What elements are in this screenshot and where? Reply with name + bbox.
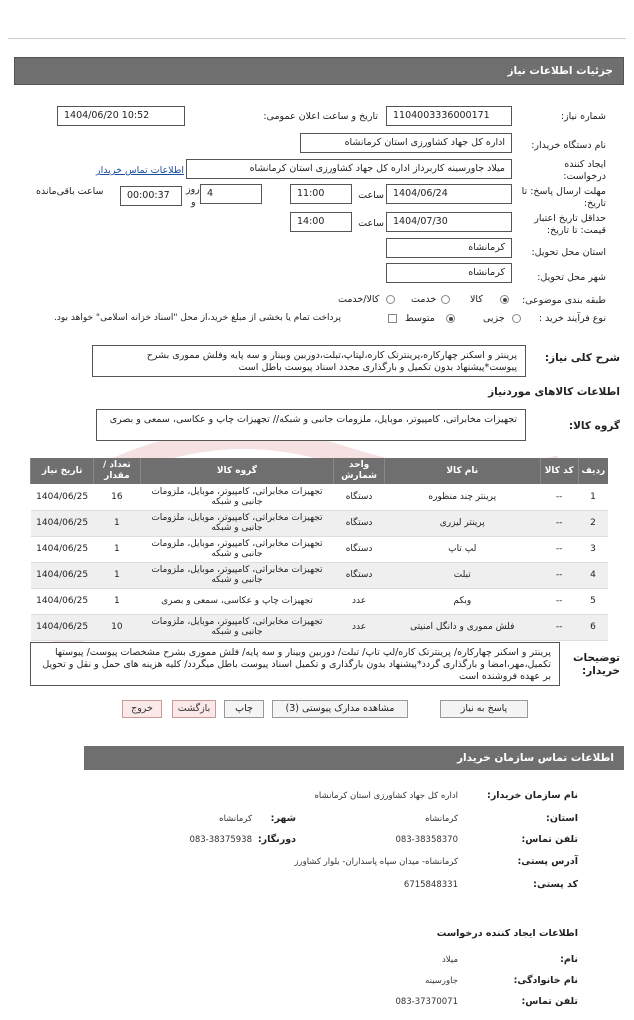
contact-postal-value: 6715848331	[403, 880, 458, 890]
contact-province-label: استان:	[546, 813, 578, 824]
table-cell-idx: 2	[578, 510, 608, 536]
process-radio-minor[interactable]	[512, 314, 521, 323]
table-cell-unit: دستگاه	[334, 562, 385, 588]
category-radio-goods[interactable]	[500, 295, 509, 304]
buyer-contact-link[interactable]: اطلاعات تماس خریدار	[96, 165, 185, 176]
days-label: روز	[186, 184, 200, 195]
table-cell-idx: 3	[578, 536, 608, 562]
table-cell-name: پرینتر چند منظوره	[384, 484, 540, 510]
and-label: و	[191, 197, 196, 208]
table-cell-name: پرینتر لیزری	[384, 510, 540, 536]
creator-name-value: میلاد	[442, 955, 458, 965]
contact-fax-value: 083-38375938	[189, 835, 252, 845]
creator-family-value: جاورسینه	[425, 976, 458, 986]
days-field: 4	[200, 184, 262, 204]
table-row	[31, 536, 609, 562]
contact-province-value: کرمانشاه	[425, 814, 458, 824]
creator-family-label: نام خانوادگی:	[513, 975, 578, 986]
table-cell-group: تجهیزات چاپ و عکاسی، سمعی و بصری	[140, 588, 334, 614]
table-cell-name: تبلت	[384, 562, 540, 588]
contact-phone-label: تلفن تماس:	[521, 834, 578, 845]
validity-label-2: قیمت: تا تاریخ:	[546, 225, 606, 236]
col-code: کد کالا	[540, 458, 578, 484]
table-header-row	[31, 458, 609, 484]
creator-phone-value: 083-37370071	[395, 997, 458, 1007]
col-qty: تعداد / مقدار	[94, 458, 140, 484]
need-number-label: شماره نیاز:	[560, 111, 606, 122]
process-label: نوع فرآیند خرید :	[538, 313, 606, 324]
table-cell-qty: 10	[94, 614, 140, 640]
print-button[interactable]: چاپ	[224, 700, 264, 718]
province-label: استان محل تحویل:	[531, 247, 606, 258]
contact-city-label: شهر:	[270, 813, 296, 824]
contact-address-label: آدرس پستی:	[517, 856, 578, 867]
table-cell-date: 1404/06/25	[31, 562, 94, 588]
table-cell-idx: 5	[578, 588, 608, 614]
creator-section-title: اطلاعات ایجاد کننده درخواست	[436, 928, 578, 939]
creator-phone-label: تلفن تماس:	[521, 996, 578, 1007]
validity-time-field: 14:00	[290, 212, 352, 232]
goods-group-label: گروه کالا:	[568, 420, 620, 432]
remaining-label: ساعت باقی‌مانده	[36, 186, 104, 197]
exit-button[interactable]: خروج	[122, 700, 162, 718]
buyer-label: نام دستگاه خریدار:	[531, 140, 606, 151]
process-option-medium: متوسط	[405, 313, 435, 324]
table-row	[31, 484, 609, 510]
creator-label-2: درخواست:	[563, 171, 606, 182]
table-cell-qty: 1	[94, 510, 140, 536]
category-option-service: خدمت	[411, 294, 437, 305]
category-label: طبقه بندی موضوعی:	[521, 295, 606, 306]
goods-table	[30, 458, 608, 641]
city-field: کرمانشاه	[386, 263, 512, 283]
table-cell-code: --	[540, 510, 578, 536]
city-label: شهر محل تحویل:	[537, 272, 606, 283]
contact-fax-label: دورنگار:	[257, 834, 296, 845]
col-group: گروه کالا	[140, 458, 334, 484]
buyer-notes-label-2: خریدار:	[582, 665, 620, 677]
col-date: تاریخ نیاز	[31, 458, 94, 484]
table-cell-qty: 1	[94, 536, 140, 562]
table-cell-date: 1404/06/25	[31, 614, 94, 640]
contact-phone-value: 083-38358370	[395, 835, 458, 845]
table-cell-group: تجهیزات مخابراتی، کامپیوتر، موبایل، ملزومات جانبی و شبکه	[140, 614, 334, 640]
attachments-button[interactable]: مشاهده مدارک پیوستی (3)	[272, 700, 408, 718]
table-cell-group: تجهیزات مخابراتی، کامپیوتر، موبایل، ملزومات جانبی و شبکه	[140, 510, 334, 536]
validity-label-1: حداقل تاریخ اعتبار	[534, 213, 606, 224]
contact-org-label: نام سازمان خریدار:	[487, 790, 578, 801]
top-divider	[8, 38, 626, 39]
deadline-date-field: 1404/06/24	[386, 184, 512, 204]
summary-label: شرح کلی نیاز:	[544, 352, 620, 364]
table-cell-idx: 4	[578, 562, 608, 588]
table-cell-group: تجهیزات مخابراتی، کامپیوتر، موبایل، ملزومات جانبی و شبکه	[140, 484, 334, 510]
process-option-minor: جزیی	[483, 313, 505, 324]
goods-title: اطلاعات کالاهای موردنیاز	[488, 386, 620, 398]
table-cell-date: 1404/06/25	[31, 588, 94, 614]
table-row	[31, 588, 609, 614]
contact-org-value: اداره کل جهاد کشاورزی استان کرمانشاه	[314, 791, 458, 801]
buyer-notes-label-1: توضیحات	[572, 652, 620, 664]
deadline-time-label: ساعت	[358, 190, 384, 201]
table-cell-date: 1404/06/25	[31, 536, 94, 562]
buyer-field: اداره کل جهاد کشاورزی استان کرمانشاه	[300, 133, 512, 153]
category-option-goods: کالا	[470, 294, 483, 305]
col-index: ردیف	[578, 458, 608, 484]
category-option-goods-service: کالا/خدمت	[338, 294, 380, 305]
table-cell-group: تجهیزات مخابراتی، کامپیوتر، موبایل، ملزومات جانبی و شبکه	[140, 536, 334, 562]
table-cell-date: 1404/06/25	[31, 484, 94, 510]
table-cell-date: 1404/06/25	[31, 510, 94, 536]
summary-text: پرینتر و اسکنر چهارکاره،پرینترتک کاره،لپتاپ،تبلت،دوربین وبینار و سه پایه وفلش مموری بشرح پیوست*پیشنهاد بدون تکمیل و بارگذاری مجدد اسناد پیوست باطل است	[92, 345, 526, 377]
reply-button[interactable]: پاسخ به نیاز	[440, 700, 528, 718]
validity-time-label: ساعت	[358, 218, 384, 229]
contact-address-value: کرمانشاه- میدان سپاه پاسداران- بلوار کشاورز	[294, 857, 458, 867]
treasury-checkbox[interactable]	[388, 314, 397, 323]
table-cell-name: وبکم	[384, 588, 540, 614]
deadline-label-2: تاریخ:	[583, 198, 606, 209]
announce-label: تاریخ و ساعت اعلان عمومی:	[263, 111, 378, 122]
contact-postal-label: کد پستی:	[533, 879, 578, 890]
goods-group-text: تجهیزات مخابراتی، کامپیوتر، موبایل، ملزومات جانبی و شبکه// تجهیزات چاپ و عکاسی، سمعی و بصری	[96, 409, 526, 441]
creator-field: میلاد جاورسینه کاربرداز اداره کل جهاد کشاورزی استان کرمانشاه	[186, 159, 512, 179]
contact-city-value: کرمانشاه	[219, 814, 252, 824]
process-radio-medium[interactable]	[446, 314, 455, 323]
need-number-field: 1104003336000171	[386, 106, 512, 126]
category-radio-goods-service[interactable]	[386, 295, 395, 304]
contact-header: اطلاعات تماس سازمان خریدار	[84, 746, 624, 770]
table-cell-unit: دستگاه	[334, 484, 385, 510]
table-cell-name: فلش مموری و دانگل امنیتی	[384, 614, 540, 640]
table-cell-code: --	[540, 562, 578, 588]
payment-note: پرداخت تمام یا بخشی از مبلغ خرید،از محل "اسناد خزانه اسلامی" خواهد بود.	[54, 313, 342, 323]
category-radio-service[interactable]	[441, 295, 450, 304]
table-cell-idx: 6	[578, 614, 608, 640]
table-cell-code: --	[540, 484, 578, 510]
table-cell-unit: دستگاه	[334, 510, 385, 536]
validity-date-field: 1404/07/30	[386, 212, 512, 232]
table-row	[31, 614, 609, 640]
table-cell-code: --	[540, 588, 578, 614]
table-cell-name: لپ تاپ	[384, 536, 540, 562]
table-cell-qty: 16	[94, 484, 140, 510]
table-cell-unit: دستگاه	[334, 536, 385, 562]
announce-field: 1404/06/20 10:52	[57, 106, 185, 126]
table-row	[31, 562, 609, 588]
remaining-field: 00:00:37	[120, 186, 182, 206]
deadline-time-field: 11:00	[290, 184, 352, 204]
col-unit: واحد شمارش	[334, 458, 385, 484]
page-header: جزئیات اطلاعات نیاز	[14, 57, 624, 85]
creator-name-label: نام:	[560, 954, 578, 965]
table-row	[31, 510, 609, 536]
deadline-label-1: مهلت ارسال پاسخ: تا	[521, 186, 606, 197]
col-name: نام کالا	[384, 458, 540, 484]
table-cell-unit: عدد	[334, 614, 385, 640]
table-cell-qty: 1	[94, 562, 140, 588]
table-cell-idx: 1	[578, 484, 608, 510]
table-cell-qty: 1	[94, 588, 140, 614]
table-cell-unit: عدد	[334, 588, 385, 614]
creator-label-1: ایجاد کننده	[564, 159, 606, 170]
province-field: کرمانشاه	[386, 238, 512, 258]
table-cell-code: --	[540, 536, 578, 562]
table-cell-code: --	[540, 614, 578, 640]
buyer-notes-text: پرینتر و اسکنر چهارکاره/ پرینترتک کاره/لپ تاپ/ تبلت/ دوربین وبینار و سه پایه/ فلش مموری بشرح مشخصات پیوست/ پیوستها تکمیل،مهر،امضا و بارگذاری گردد*پیشنهاد بدون بارگذاری و تکمیل اسناد پیوست باطل میگردد/ کلیه هزینه های حمل و نقل و تحویل بر عهده فروشنده است	[30, 642, 560, 686]
back-button[interactable]: بازگشت	[172, 700, 216, 718]
table-cell-group: تجهیزات مخابراتی، کامپیوتر، موبایل، ملزومات جانبی و شبکه	[140, 562, 334, 588]
